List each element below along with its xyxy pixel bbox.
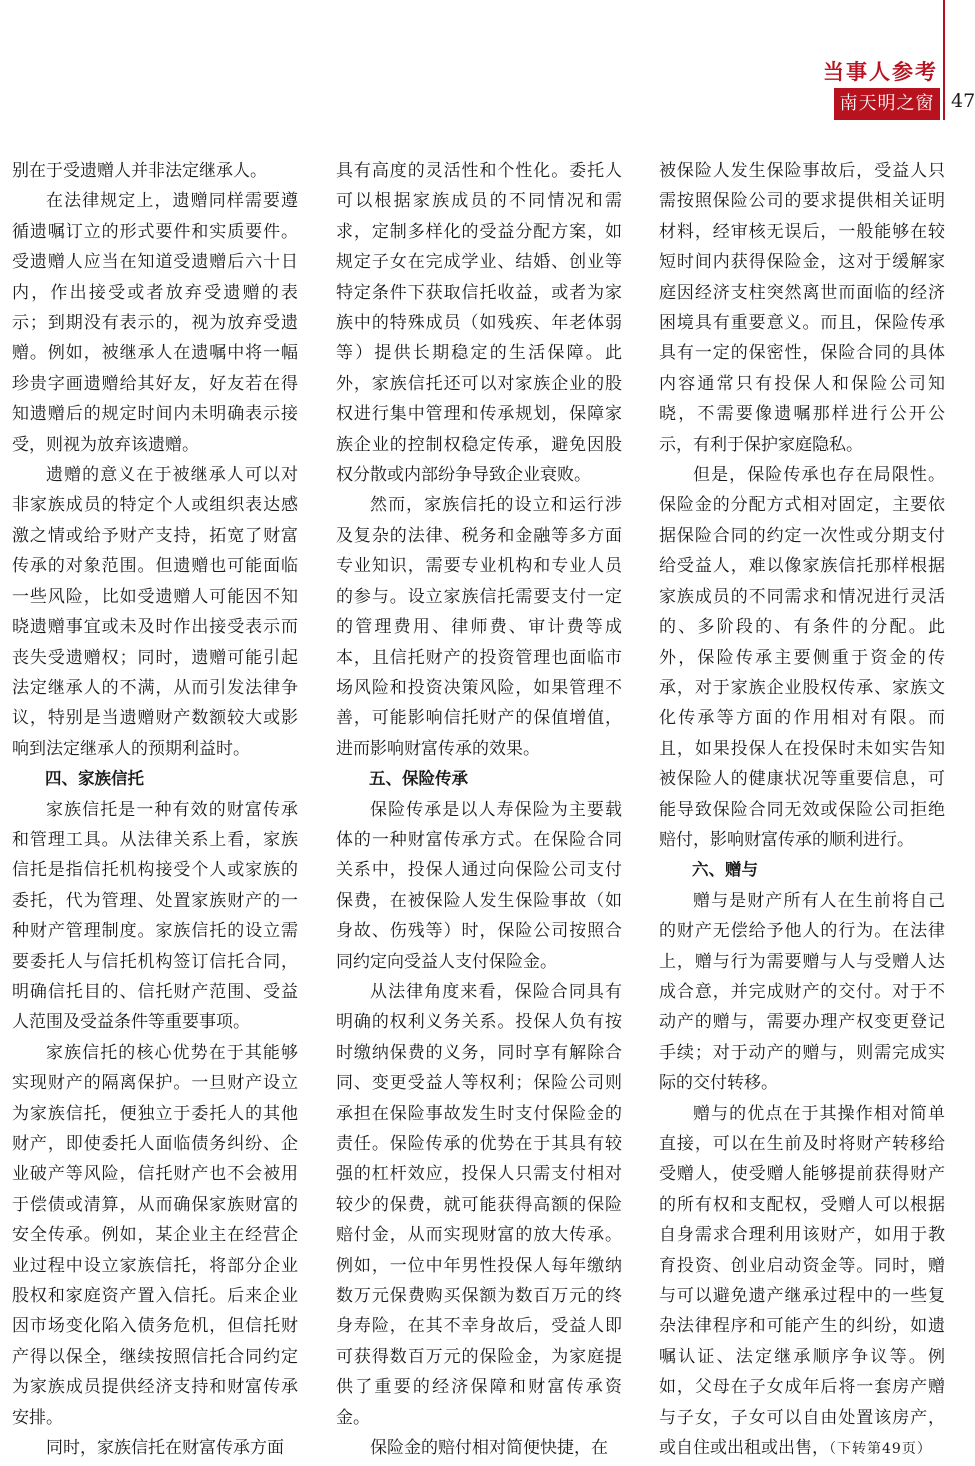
heading-text: 五、保险传承 bbox=[369, 769, 468, 789]
paragraph bbox=[659, 886, 945, 1099]
text-column-2 bbox=[336, 156, 622, 1462]
paragraph bbox=[12, 460, 298, 764]
paragraph bbox=[336, 156, 622, 490]
page-header bbox=[0, 0, 975, 125]
paragraph-text: 被保险人发生保险事故后，受益人只需按照保险公司的要求提供相关证明材料，经审核无误后，一般能够在较短时间内获得保险金，这对于缓解家庭因经济支柱突然离世而面临的经济困境具有重要意义。而且，保险传承具有一定的保密性，保险合同的具体内容通常只有投保人和保险公司知晓，不需要像遗嘱那样进行公开公示，有利于保护家庭隐私。 bbox=[659, 161, 945, 455]
paragraph bbox=[659, 156, 945, 460]
paragraph bbox=[12, 186, 298, 460]
paragraph-text: 赠与是财产所有人在生前将自己的财产无偿给予他人的行为。在法律上，赠与行为需要赠与人与受赠人达成合意，并完成财产的交付。对于不动产的赠与，需要办理产权变更登记手续；对于动产的赠与，则需完成实际的交付转移。 bbox=[659, 890, 945, 1094]
paragraph-text: 家族信托是一种有效的财富传承和管理工具。从法律关系上看，家族信托是指信托机构接受个人或家族的委托，代为管理、处置家族财产的一种财产管理制度。家族信托的设立需要委托人与信托机构签订信托合同，明确信托目的、信托财产范围、受益人范围及受益条件等重要事项。 bbox=[12, 799, 298, 1033]
paragraph-text: 家族信托的核心优势在于其能够实现财产的隔离保护。一旦财产设立为家族信托，便独立于委托人的其他财产，即使委托人面临债务纠纷、企业破产等风险，信托财产也不会被用于偿债或清算，从而确保家族财富的安全传承。例如，某企业主在经营企业过程中设立家族信托，将部分企业股权和家庭资产置入信托。后来企业因市场变化陷入债务危机，但信托财产得以保全，继续按照信托合同约定为家族成员提供经济支持和财富传承安排。 bbox=[12, 1042, 298, 1428]
paragraph-text: 从法律角度来看，保险合同具有明确的权利义务关系。投保人负有按时缴纳保费的义务，同时享有解除合同、变更受益人等权利；保险公司则承担在保险事故发生时支付保险金的责任。保险传承的优势在于其具有较强的杠杆效应，投保人只需支付相对较少的保费，就可能获得高额的保险赔付金，从而实现财富的放大传承。例如，一位中年男性投保人每年缴纳数万元保费购买保额为数百万元的终身寿险，在其不幸身故后，受益人即可获得数百万元的保险金，为家庭提供了重要的经济保障和财富传承资金。 bbox=[336, 981, 622, 1428]
paragraph-text: 在法律规定上，遗赠同样需要遵循遗嘱订立的形式要件和实质要件。受遗赠人应当在知道受遗赠后六十日内，作出接受或者放弃受遗赠的表示；到期没有表示的，视为放弃受遗赠。例如，被继承人在遗嘱中将一幅珍贵字画遗赠给其好友，好友若在得知遗赠后的规定时间内未明确表示接受，则视为放弃该遗赠。 bbox=[12, 191, 298, 455]
page-number: 47 bbox=[951, 90, 975, 112]
paragraph bbox=[336, 490, 622, 764]
paragraph-text: 保险金的赔付相对简便快捷，在 bbox=[370, 1438, 608, 1459]
paragraph-text: 但是，保险传承也存在局限性。保险金的分配方式相对固定，主要依据保险合同的约定一次性或分期支付给受益人，难以像家族信托那样根据家族成员的不同需求和情况进行灵活的、多阶段的、有条件的分配。此外，保险传承主要侧重于资金的传承，对于家族企业股权传承、家族文化传承等方面的作用相对有限。而且，如果投保人在投保时未如实告知被保险人的健康状况等重要信息，可能导致保险合同无效或保险公司拒绝赔付，影响财富传承的顺利进行。 bbox=[659, 465, 945, 850]
column-name-badge: 南天明之窗 bbox=[834, 88, 940, 120]
paragraph bbox=[659, 1099, 945, 1465]
continued-on-note: （下转第49页） bbox=[829, 1441, 932, 1458]
text-column-3 bbox=[659, 156, 945, 1462]
section-heading bbox=[12, 764, 298, 794]
paragraph bbox=[336, 977, 622, 1433]
paragraph bbox=[336, 795, 622, 977]
paragraph bbox=[336, 1433, 622, 1463]
header-divider-line bbox=[943, 0, 945, 120]
text-column-1 bbox=[12, 156, 298, 1462]
paragraph bbox=[12, 795, 298, 1038]
paragraph-text: 遗赠的意义在于被继承人可以对非家族成员的特定个人或组织表达感激之情或给予财产支持，拓宽了财富传承的对象范围。但遗赠也可能面临一些风险，比如受遗赠人可能因不知晓遗赠事宜或未及时作出接受表示而丧失受遗赠权；同时，遗赠可能引起法定继承人的不满，从而引发法律争议，特别是当遗赠财产数额较大或影响到法定继承人的预期利益时。 bbox=[12, 465, 298, 759]
heading-text: 六、赠与 bbox=[692, 860, 758, 880]
paragraph-text: 别在于受遗赠人并非法定继承人。 bbox=[12, 161, 267, 181]
paragraph-text: 同时，家族信托在财富传承方面 bbox=[46, 1438, 284, 1459]
section-title: 当事人参考 bbox=[823, 60, 938, 84]
paragraph bbox=[12, 1433, 298, 1463]
paragraph-text: 保险传承是以人寿保险为主要载体的一种财富传承方式。在保险合同关系中，投保人通过向保险公司支付保费，在被保险人发生保险事故（如身故、伤残等）时，保险公司按照合同约定向受益人支付保险金。 bbox=[336, 799, 622, 972]
heading-text: 四、家族信托 bbox=[45, 769, 144, 789]
section-heading bbox=[659, 855, 945, 885]
paragraph bbox=[12, 1038, 298, 1433]
paragraph-text: 赠与的优点在于其操作相对简单直接，可以在生前及时将财产转移给受赠人，使受赠人能够提前获得财产的所有权和支配权，受赠人可以根据自身需求合理利用该财产，如用于教育投资、创业启动资金等。同时，赠与可以避免遗产继承过程中的一些复杂法律程序和可能产生的纠纷，如遗嘱认证、法定继承顺序争议等。例如，父母在子女成年后将一套房产赠与子女，子女可以自由处置该房产，或自住或出租或出售， bbox=[659, 1103, 945, 1459]
paragraph-text: 具有高度的灵活性和个性化。委托人可以根据家族成员的不同情况和需求，定制多样化的受益分配方案，如规定子女在完成学业、结婚、创业等特定条件下获取信托收益，或者为家族中的特殊成员（如残疾、年老体弱等）提供长期稳定的生活保障。此外，家族信托还可以对家族企业的股权进行集中管理和传承规划，保障家族企业的控制权稳定传承，避免因股权分散或内部纷争导致企业衰败。 bbox=[336, 161, 622, 486]
section-heading bbox=[336, 764, 622, 794]
paragraph-text: 然而，家族信托的设立和运行涉及复杂的法律、税务和金融等多方面专业知识，需要专业机构和专业人员的参与。设立家族信托需要支付一定的管理费用、律师费、审计费等成本，且信托财产的投资管理也面临市场风险和投资决策风险，如果管理不善，可能影响信托财产的保值增值，进而影响财富传承的效果。 bbox=[336, 495, 622, 759]
paragraph bbox=[12, 156, 298, 186]
paragraph bbox=[659, 460, 945, 855]
